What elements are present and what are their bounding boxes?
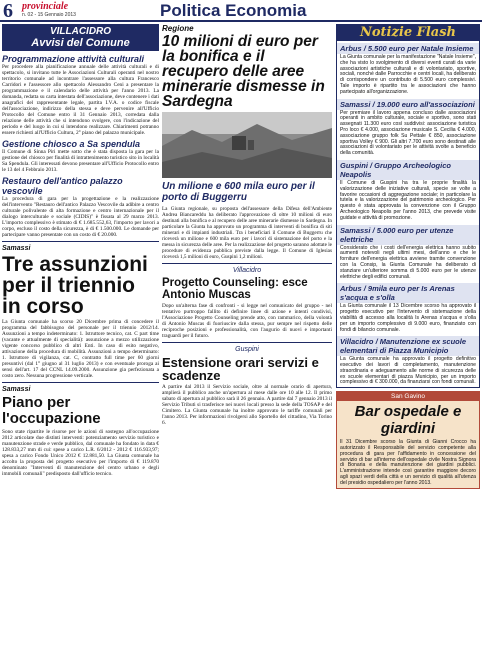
mine-landscape-illustration <box>162 112 332 178</box>
place-label: Samassi <box>2 245 31 252</box>
flash-title: Arbus / 9mila euro per Is Arenas s'acqua e s'olla <box>337 283 479 303</box>
san-gavino-box <box>336 391 480 488</box>
flash-title: Villacidro / Manutenzione ex scuole elementari di Piazza Municipio <box>337 336 479 356</box>
flash-title: Guspini / Gruppo Archeologico Neapolis <box>337 160 479 180</box>
article-text: La procedura di gara per la progettazione e la realizzazione dell'intervento "Restauro dell'antico Palazzo Vescovile da adibire a centro culturale polivalente di alta formazione e centro internazionale per il dialogo interculturale e sociale (CIDIS)" è fissata al 29 marzo 2013. L'importo complessivo è stimato di € 1.685.552,63, l'importo per lavori a corpo, escluso il costo della sicurezza, è di € 1.500.000. Le domande per partecipare vanno presentate con un costo di € 20.000. <box>2 196 159 238</box>
place-header: VILLACIDRO <box>2 24 159 37</box>
headline: Piano per l'occupazione <box>2 394 101 427</box>
notice-header: Avvisi del Comune <box>2 37 159 51</box>
newspaper-logo: provinciale <box>22 1 69 12</box>
flash-text: Il Comune di Guspini ha tra le proprie finalità la valorizzazione delle iniziative culturali, specie se volte a favorire occasioni di aggregazione sociale; in particolare la tutela e la valorizzazione del patrimonio archeologico. Per questo è stata approvata la convenzione con il Gruppo Archeologico Neapolis per l'anno 2013, che prevede visite guidate e attività di promozione. <box>340 179 476 221</box>
place-label: Villacidro <box>232 267 262 274</box>
headline: Bar ospedale e giardini <box>354 403 462 438</box>
divider <box>2 382 159 383</box>
divider <box>162 263 332 264</box>
headline: Tre assunzioni per il triennio in corso <box>2 253 148 318</box>
flash-text: La Giunta comunale il 13 Dicembre scorso ha approvato il progetto esecutivo per l'intervento di sistemazione della viabilità di accesso alla località Is Arenas s'acqua e s'olla per un importo complessivo di 9.000 euro, finanziato con fondi di bilancio comunale. <box>340 303 476 333</box>
headline: Progetto Counseling: esce Antonio Muscas <box>162 277 308 301</box>
page-number: 6 <box>3 0 13 22</box>
subheadline: Un milione e 600 mila euro per il porto di Buggerru <box>162 181 315 203</box>
notizie-flash-box <box>336 24 480 388</box>
place-label: San Gavino <box>337 392 479 401</box>
column-right <box>336 24 480 654</box>
article-text: Sono state ripartite le risorse per le azioni di sostegno all'occupazione 2012 articolate due distinti interventi: potenziamento servizio turistico e manutenzione strade e verde pubblico, dal comunale ha fondato in data € 128.833,27 mm di cui: spese a carico L.R. 6/2012 - 2012 € 116.933,97; spesa a carico Fondo Unico 2012 € 12.881,50. La Giunta comunale ha accolto la proposta del progetto esecutivo per l'importo di € 119.870 denominato "Interventi di manutenzione del centro urbano e degli immobili comunali" predisposto dall'ufficio tecnico. <box>2 429 159 477</box>
article-text: Il 31 Dicembre scorso la Giunta di Gianni Crocco ha autorizzato il Responsabile del servizio competente alla procedura di gara per l'affidamento in concessione del servizio di bar all'interno dell'ospedale civile Nostra Signora di Bonaria e della manutenzione dei giardini pubblici. L'amministrazione intende così garantire maggiore decoro agli spazi verdi della città e un servizio di qualità all'utenza del presidio ospedaliero per l'anno 2013. <box>340 439 476 486</box>
flash-text: La Giunta comunale per la manifestazione "Natale Insieme", che ha visto lo svolgimento di diversi eventi curati da varie associazioni artistiche culturali e di volontariato, sportive, sociali, nonché dalle Parrocchie e centri locali, ha deliberato di corrispondere un contributo di 5.500 euro complessivi. Tale importo è ripartito tra le associazioni che hanno partecipato all'organizzazione. <box>340 54 476 95</box>
box-title: Notizie Flash <box>337 25 479 41</box>
article-text: A partire dal 2013 il Servizio sociale, oltre al normale orario di apertura, amplierà il pubblico anche un'apertura al mese dalle ore 10 alle 12. Il primo sabato di apertura al pubblico sarà il 26 gennaio. A partire dal 7 gennaio 2013 il Servizio Tributi si trasferisce nei nuovi locali presso la sede della TOSAP e del Cimitero. La Giunta comunale ha inoltre approvato le tariffe comunali per l'anno 2013. Per informazioni rivolgersi allo Sportello del cittadino, Via Torino 6. <box>162 384 332 426</box>
article-title: Restauro dell'antico palazzo vescovile <box>2 176 123 196</box>
divider <box>2 241 159 242</box>
article-text: Il Comune di Sinna Piri mette sotto che è stata disposta la gara per la gestione del chiosco per finalità di intrattenimento turistico sito in località Sa Spendula. Gli interessati devono presentare all'Ufficio Protocollo entro le 13 del 4 Febbraio 2013. <box>2 149 159 173</box>
flash-text: Per premiare il lavoro appena concluso dalle associazioni operanti in ambito culturale, sociale e sportivo, sono stati assegnati 11.300 euro così suddivisi: associazione turistica Pro loco € 4.000, associazione musicale S. Cecilia € 4.000, associazione gruppo folk Su Pettale € 850, associazione sportiva Volley € 900. Gli altri 7.700 euro sono destinati alle associazioni di volontariato per le attività svolte a beneficio della comunità. <box>340 109 476 157</box>
issue-info: n. 02 - 15 Gennaio 2013 <box>22 12 76 18</box>
article-text: Dopo un'alterna fase di confronti - si legge nel comunicato del gruppo - nel tentativo purtroppo fallito di definire linee di azione e intenti condivisi, l'Associazione Progetto Counseling prende atto, con rammarico, della volontà di Antonio Muscas di fuoriuscire dalla stessa, pur sempre nel rispetto delle reciproche posizioni e professionalità, con l'augurio di nuovi e importanti traguardi per il futuro. <box>162 303 332 339</box>
column-center <box>162 24 332 654</box>
column-left <box>2 24 159 654</box>
headline: 10 milioni di euro per la bonifica e il recupero delle aree minerarie dismesse in Sardegna <box>162 33 325 110</box>
place-label: Regione <box>162 24 194 33</box>
mine-photo <box>162 112 332 178</box>
section-title: Politica Economia <box>160 1 307 20</box>
article-title: Programmazione attività culturali <box>2 54 145 64</box>
place-label: Samassi <box>2 386 31 393</box>
flash-text: Considerato che i costi dell'energia elettrica hanno subito aumenti notevoli negli ultimi mesi, dell'anno e che le forniture dell'energia elettrica avviene tramite convenzione con la Consip, la Giunta Comunale ha deliberato di stanziare un'ulteriore somma di 5.000 euro per le utenze elettriche degli edifici comunali. <box>340 244 476 280</box>
flash-title: Arbus / 5.500 euro per Natale Insieme <box>337 43 479 54</box>
headline: Estensione orari servizi e scadenze <box>162 355 319 383</box>
flash-title: Samassi / 5.000 euro per utenze elettriche <box>337 225 479 245</box>
article-text: La Giunta regionale, su proposta dell'assessore della Difesa dell'Ambiente Andrea Biancareddu ha deliberato l'approvazione di oltre 10 milioni di euro destinati alla bonifica e al recupero delle aree minerarie dismesse in Sardegna. In particolare la Giunta ha approvato un programma di interventi di bonifica di siti minerari e di impianti industriali. Tra i beneficiari il Comune di Buggerru che riceverà un milione e 600 mila euro per i lavori di sistemazione del porto e la messa in sicurezza delle aree. Per la realizzazione del progetto saranno adottate le procedure di evidenza pubblica previste dalla legge. Il Comune di Iglesias riceverà 1,5 milioni di euro, Guspini 1,2 milioni. <box>162 206 332 260</box>
article-text: Per procedere alla pianificazione annuale delle attività culturali e di spettacolo, si invitano tutte le Associazioni Culturali operanti nel nostro territorio comunale ad incontrare l'assessore alla cultura Francesco Carridori e l'assessore allo spettacolo Alessandro Ceni a presentare la programmazione e il calendario delle attività per l'anno 2013. La domanda, redatta su carta intestata dell'associazione, deve contenere i dati anagrafici del rappresentante legale, partita I.V.A. o codice fiscale dell'associazione, indirizzo della stessa e deve pervenire all'Ufficio Protocollo del Comune entro il 31 Gennaio 2013, corredata dalla relazione delle attività che si intendono svolgere, con l'indicazione del periodo e del luogo in cui si intendono realizzare. Chiarimenti potranno essere richiesti all'Ufficio Cultura, 2° piano del palazzo municipale. <box>2 64 159 136</box>
flash-title: Samassi / 19.000 euro all'associazioni <box>337 99 479 110</box>
divider <box>162 342 332 343</box>
masthead <box>0 0 482 22</box>
article-title: Gestione chiosco a Sa spendula <box>2 139 141 149</box>
flash-text: La Giunta comunale ha approvato il progetto definitivo esecutivo dei lavori di completamento, manutenzione straordinaria e adeguamento alle norme di sicurezza delle ex scuole elementari di piazza Municipio, per un importo complessivo di € 300.000, da finanziarsi con fondi comunali. <box>340 356 476 386</box>
place-label: Guspini <box>235 346 259 353</box>
article-text: La Giunta comunale ha scorso 20 Dicembre prima di concedere il programma del fabbisogno del personale per il triennio 2012/14. Assunzioni a tempo indeterminato: 1. Istruttore tecnico, cat. C part time (vacante e attualmente di specialità): assunzione a mezzo utilizzazione vigente concorso pubblico di altri Enti. In caso di esito negativo, attivazione della procedura di mobilità. Assunzioni a tempo determinato: 1. Istruttore di vigilanza, cat. C, contratto full time per 60 giorni presuntivi (dal 1° giugno al 31 luglio 2013) e con eventuale proroga ai sensi dell'art. 17 del CCNL 14.09.2000. Assunzione gia perfezionata a costo zero. Nessuna progressione verticale. <box>2 319 159 379</box>
